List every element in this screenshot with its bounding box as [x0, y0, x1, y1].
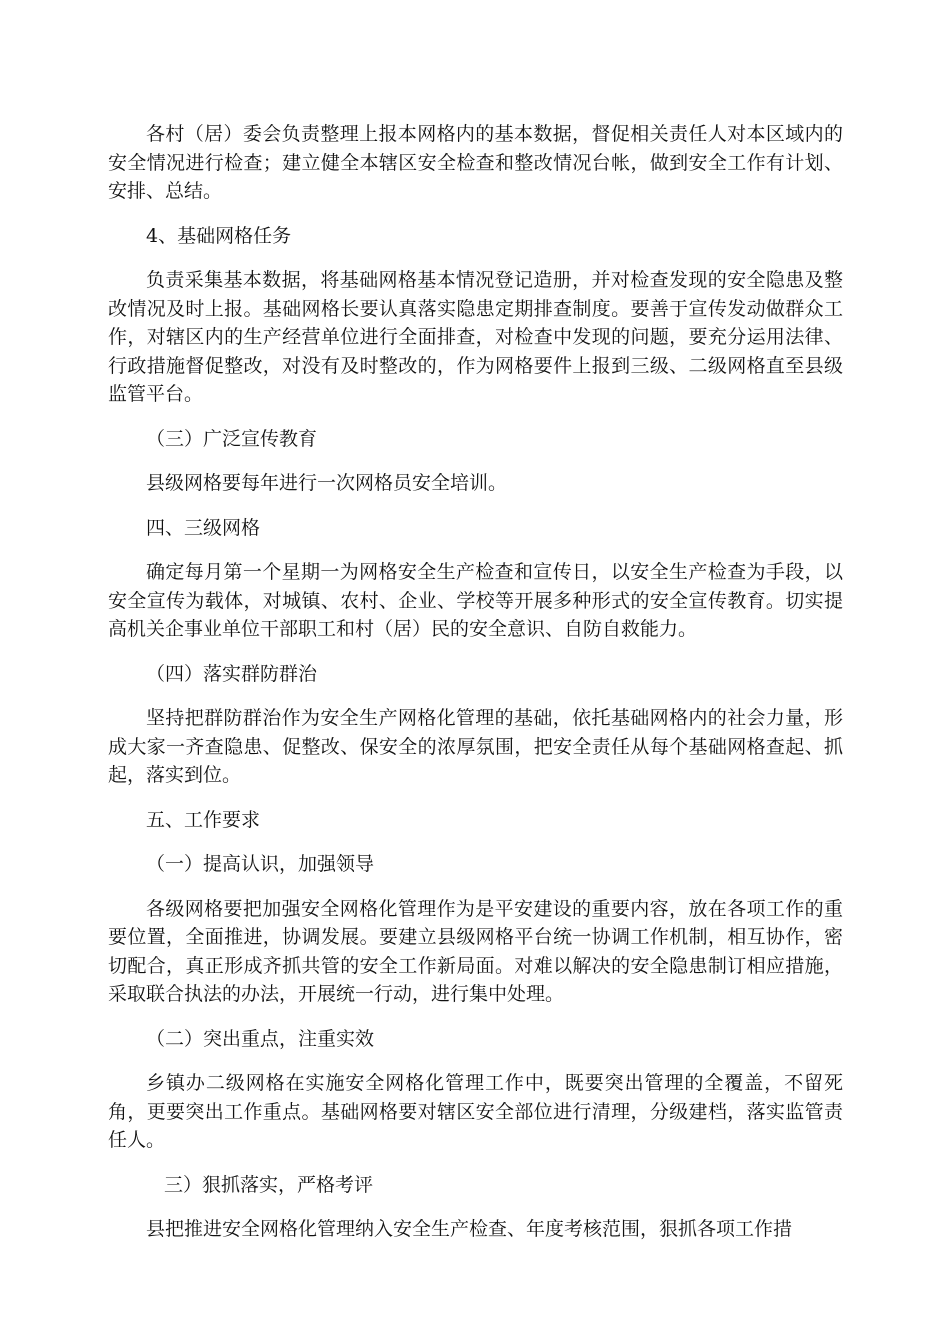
heading-focus-results: （二）突出重点，注重实效 [146, 1027, 375, 1050]
heading-three-level-grid: 四、三级网格 [146, 516, 261, 539]
paragraph-village-committee: 各村（居）委会负责整理上报本网格内的基本数据，督促相关责任人对本区域内的安全情况进行检查；建立健全本辖区安全检查和整改情况台帐，做到安全工作有计划、安排、总结。 [108, 123, 843, 202]
heading-publicity-education: （三）广泛宣传教育 [146, 427, 318, 450]
heading-raise-awareness: （一）提高认识，加强领导 [146, 853, 375, 875]
paragraph-implementation: 县把推进安全网格化管理纳入安全生产检查、年度考核范围，狠抓各项工作措 [146, 1218, 793, 1240]
paragraph-raise-awareness: 各级网格要把加强安全网格化管理作为是平安建设的重要内容，放在各项工作的重要位置，全面推进，协调发展。要建立县级网格平台统一协调工作机制，相互协作，密切配合，真正形成齐抓共管的安全工作新局面。对难以解决的安全隐患制订相应措施，采取联合执法的办法，开展统一行动，进行集中处理。 [108, 897, 843, 1005]
paragraph-training: 县级网格要每年进行一次网格员安全培训。 [146, 472, 508, 494]
heading-implementation: 三）狠抓落实，严格考评 [164, 1173, 374, 1196]
heading-mass-prevention: （四）落实群防群治 [146, 662, 318, 685]
paragraph-basic-grid-task: 负责采集基本数据，将基础网格基本情况登记造册，并对检查发现的安全隐患及整改情况及时上报。基础网格长要认真落实隐患定期排查制度。要善于宣传发动做群众工作，对辖区内的生产经营单位进行全面排查，对检查中发现的问题，要充分运用法律、行政措施督促整改，对没有及时整改的，作为网格要件上报到三级、二级网格直至县级监管平台。 [108, 269, 843, 405]
heading-work-requirements: 五、工作要求 [146, 808, 261, 831]
document-page [108, 120, 843, 1244]
paragraph-inspection-day: 确定每月第一个星期一为网格安全生产检查和宣传日，以安全生产检查为手段，以安全宣传为载体，对城镇、农村、企业、学校等开展多种形式的安全宣传教育。切实提高机关企事业单位干部职工和村（居）民的安全意识、自防自救能力。 [108, 561, 843, 640]
paragraph-focus-results: 乡镇办二级网格在实施安全网格化管理工作中，既要突出管理的全覆盖，不留死角，更要突出工作重点。基础网格要对辖区安全部位进行清理，分级建档，落实监管责任人。 [108, 1072, 843, 1151]
paragraph-mass-prevention: 坚持把群防群治作为安全生产网格化管理的基础，依托基础网格内的社会力量，形成大家一齐查隐患、促整改、保安全的浓厚氛围，把安全责任从每个基础网格查起、抓起，落实到位。 [108, 707, 843, 786]
heading-basic-grid-task: 4、基础网格任务 [146, 224, 292, 247]
